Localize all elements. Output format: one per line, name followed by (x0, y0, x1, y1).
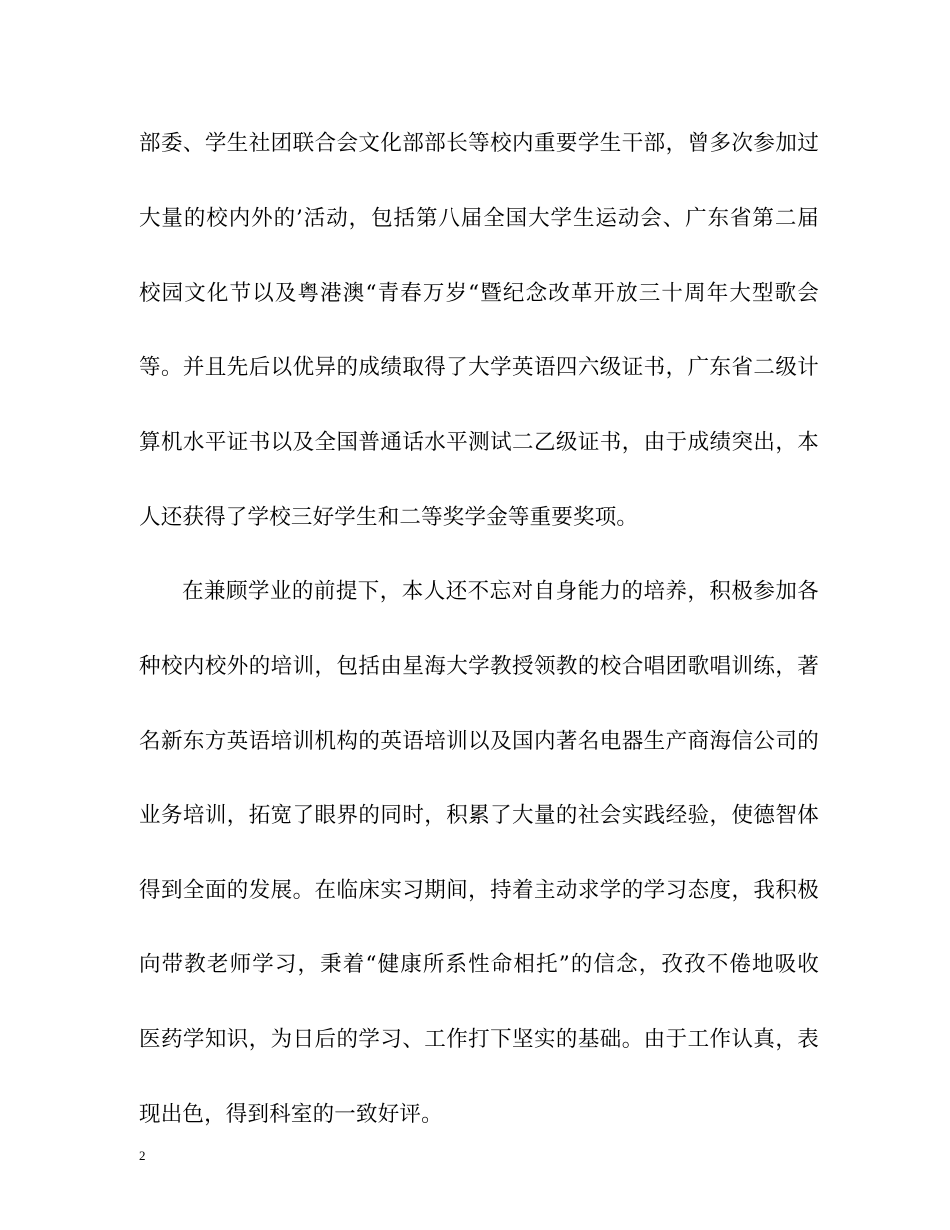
paragraph-1-line-2: 大量的校内外的’活动，包括第八届全国大学生运动会、广东省第二届 (139, 206, 819, 231)
paragraph-1-line-4: 等。并且先后以优异的成绩取得了大学英语四六级证书，广东省二级计 (139, 355, 819, 380)
paragraph-2-line-6: 向带教老师学习，秉着“健康所系性命相托”的信念，孜孜不倦地吸收 (139, 952, 819, 977)
paragraph-2-line-4: 业务培训，拓宽了眼界的同时，积累了大量的社会实践经验，使德智体 (139, 803, 819, 828)
paragraph-2-line-5: 得到全面的发展。在临床实习期间，持着主动求学的学习态度，我积极 (139, 878, 819, 903)
paragraph-1-line-1: 部委、学生社团联合会文化部部长等校内重要学生干部，曾多次参加过 (139, 131, 819, 156)
page-number: 2 (139, 1148, 146, 1163)
paragraph-1-line-6: 人还获得了学校三好学生和二等奖学金等重要奖项。 (139, 505, 639, 530)
paragraph-2-line-8: 现出色，得到科室的一致好评。 (139, 1102, 443, 1127)
paragraph-2-line-7: 医药学知识，为日后的学习、工作打下坚实的基础。由于工作认真，表 (139, 1027, 819, 1052)
paragraph-1-line-5: 算机水平证书以及全国普通话水平测试二乙级证书，由于成绩突出，本 (139, 430, 819, 455)
paragraph-1-line-3: 校园文化节以及粤港澳“青春万岁“暨纪念改革开放三十周年大型歌会 (139, 281, 819, 306)
paragraph-2-line-3: 名新东方英语培训机构的英语培训以及国内著名电器生产商海信公司的 (139, 729, 819, 754)
paragraph-2-line-1: 在兼顾学业的前提下，本人还不忘对自身能力的培养，积极参加各 (182, 579, 819, 604)
paragraph-2-line-2: 种校内校外的培训，包括由星海大学教授领教的校合唱团歌唱训练，著 (139, 654, 819, 679)
